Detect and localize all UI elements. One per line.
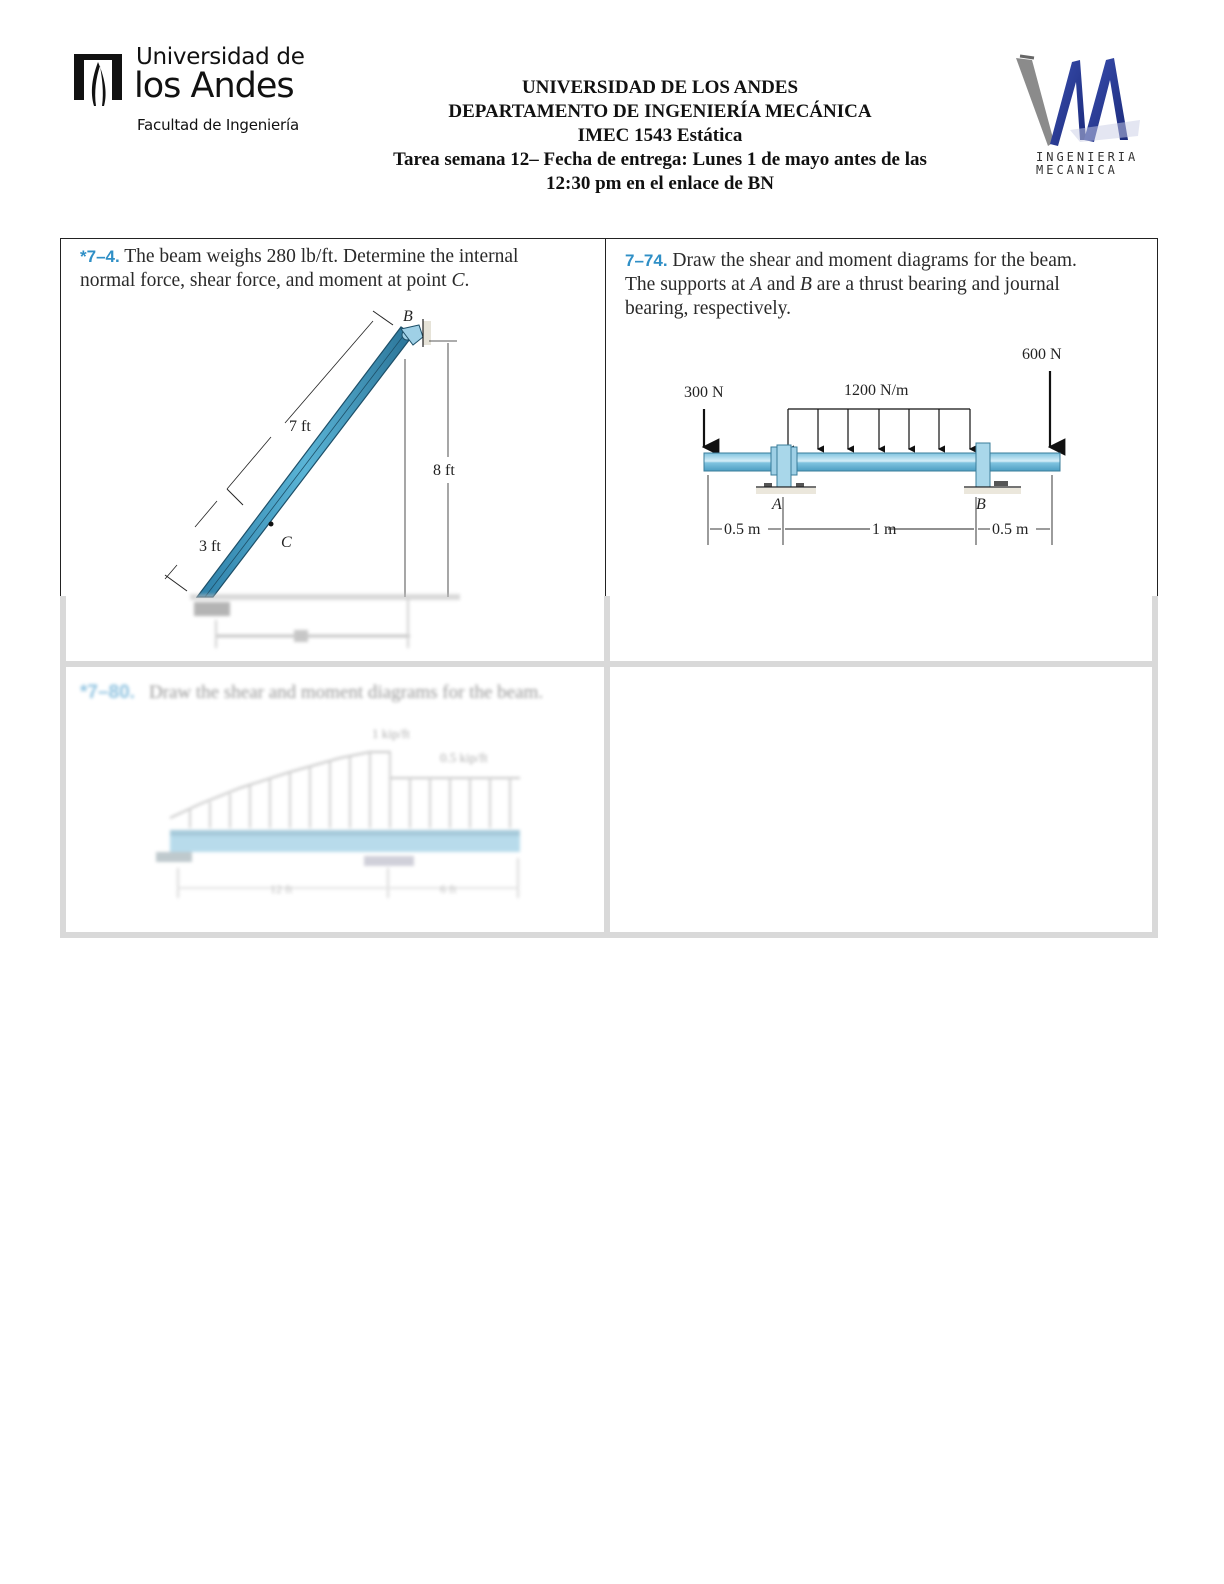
shaft-beam-diagram: [676, 335, 1096, 555]
frame-left-border: [60, 596, 66, 938]
label-c: C: [281, 534, 292, 551]
faded-distributed-load-beam-diagram: [140, 718, 540, 908]
problem-7-80-statement: *7–80. Draw the shear and moment diagrams for the beam.: [80, 682, 544, 703]
dim-8ft: 8 ft: [433, 462, 455, 479]
label-b: B: [403, 308, 413, 325]
dim-right-label: 6 ft: [440, 882, 457, 896]
problem-number: 7–74.: [625, 251, 668, 270]
logo-line-facultad: Facultad de Ingeniería: [137, 116, 299, 134]
dim-mid-label: 1 m: [872, 521, 897, 538]
problem-7-4-statement: *7–4. The beam weighs 280 lb/ft. Determine the internal normal force, shear force, and moment at point C.: [80, 246, 519, 291]
load-right-label: 0.5 kip/ft: [440, 750, 488, 765]
problem-7-74-cell: [605, 238, 1158, 667]
dim-left-label: 12 ft: [270, 882, 293, 896]
dim-left-label: 0.5 m: [724, 521, 761, 538]
document-header: [320, 76, 1000, 196]
problem-7-74-statement: 7–74. Draw the shear and moment diagrams for the beam. The supports at A and B are a thrust bearing and journal bearing, respectively.: [625, 250, 1077, 319]
logo-line-universidad: Universidad de: [136, 44, 305, 70]
logo-caption-mecanica: MECANICA: [1036, 163, 1118, 177]
logo-line-los-andes: los Andes: [134, 66, 294, 106]
header-university: UNIVERSIDAD DE LOS ANDES: [521, 77, 799, 98]
support-a-label: A: [772, 496, 782, 513]
header-assignment: Tarea semana 12– Fecha de entrega: Lunes 1 de mayo antes de las: [393, 149, 927, 170]
load-600n-label: 600 N: [1022, 346, 1062, 363]
frame-row-divider: [60, 661, 1158, 667]
dim-right-label: 0.5 m: [992, 521, 1029, 538]
header-department: DEPARTAMENTO DE INGENIERÍA MECÁNICA: [448, 101, 872, 122]
support-b-label: B: [976, 496, 986, 513]
load-peak-label: 1 kip/ft: [372, 726, 410, 741]
frame-right-border: [1152, 596, 1158, 938]
universidad-de-los-andes-logo: [70, 44, 305, 139]
header-deadline: 12:30 pm en el enlace de BN: [546, 173, 774, 194]
faded-ground-and-dimension: [190, 590, 470, 660]
logo-caption-ingenieria: INGENIERIA: [1036, 150, 1139, 164]
frame-bottom-border: [60, 932, 1158, 938]
problems-table: [60, 238, 1156, 938]
im-monogram-icon: [1010, 50, 1150, 150]
header-course: IMEC 1543 Estática: [577, 125, 743, 146]
dim-7ft: 7 ft: [289, 418, 311, 435]
load-300n-label: 300 N: [684, 384, 724, 401]
empty-cell: [610, 668, 1150, 932]
problem-number: *7–4.: [80, 247, 120, 266]
university-shield-icon: [70, 48, 126, 110]
ingenieria-mecanica-logo: [1010, 50, 1150, 180]
distributed-load-label: 1200 N/m: [844, 382, 909, 399]
dim-3ft: 3 ft: [199, 538, 221, 555]
